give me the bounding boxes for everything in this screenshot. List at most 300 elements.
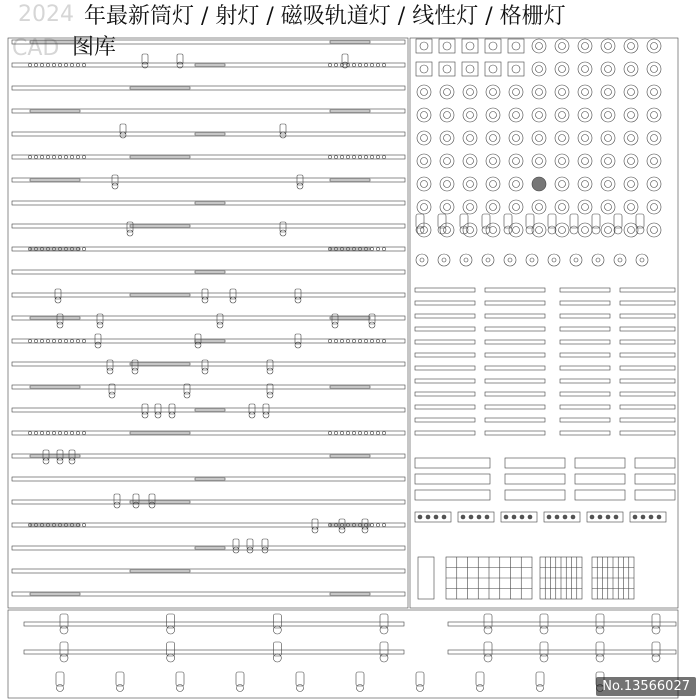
led-dot: [28, 155, 31, 158]
spotlight-lens: [57, 322, 63, 328]
hanging-spotlight-lens: [537, 685, 544, 692]
linear-light: [620, 366, 675, 370]
grille-led: [633, 515, 637, 519]
linear-light: [485, 353, 545, 357]
linear-panel: [635, 458, 675, 468]
spotlight-lens: [57, 458, 63, 464]
hanging-spotlight-lens: [57, 685, 64, 692]
linear-light: [560, 366, 610, 370]
led-dot: [82, 63, 85, 66]
downlight-inner: [513, 135, 520, 142]
led-dot: [46, 339, 49, 342]
pendant-inner: [530, 258, 534, 262]
spotlight-lens: [184, 392, 190, 398]
hanging-spotlight: [536, 672, 544, 686]
grille-led: [418, 515, 422, 519]
track-spotlight-lens: [504, 226, 512, 234]
downlight-inner: [651, 66, 658, 73]
linear-light: [415, 314, 475, 318]
downlight-outer: [486, 223, 500, 237]
downlight-outer: [440, 154, 454, 168]
downlight-inner: [490, 227, 497, 234]
led-dot: [382, 247, 385, 250]
downlight-inner: [444, 112, 451, 119]
grille-led: [547, 515, 551, 519]
hanging-spotlight: [176, 672, 184, 686]
led-segment: [195, 340, 225, 342]
downlight-square: [485, 62, 501, 76]
downlight-inner: [444, 89, 451, 96]
spotlight-lens: [267, 368, 273, 374]
downlight-outer: [624, 177, 638, 191]
downlight-outer: [532, 39, 546, 53]
led-dot: [370, 155, 373, 158]
downlight-inner: [536, 66, 543, 73]
grille-led: [657, 515, 661, 519]
grille-led: [590, 515, 594, 519]
bottom-spotlight-lens: [540, 654, 548, 662]
linear-light: [620, 379, 675, 383]
linear-light: [560, 418, 610, 422]
track-rail: [12, 132, 405, 136]
downlight-inner: [559, 112, 566, 119]
downlight-inner: [536, 158, 543, 165]
led-segment: [130, 432, 190, 434]
led-dot: [64, 339, 67, 342]
downlight-inner: [467, 204, 474, 211]
downlight-inner: [628, 112, 635, 119]
led-dot: [64, 63, 67, 66]
downlight-outer: [647, 200, 661, 214]
downlight-inner: [421, 158, 428, 165]
spotlight-lens: [132, 368, 138, 374]
spotlight-lens: [362, 527, 368, 533]
bottom-track-rail: [24, 650, 404, 654]
pendant-inner: [574, 258, 578, 262]
led-segment: [330, 179, 370, 181]
downlight-inner: [651, 158, 658, 165]
downlight-inner: [513, 227, 520, 234]
linear-light: [415, 288, 475, 292]
downlight-inner: [559, 43, 566, 50]
led-dot: [76, 431, 79, 434]
downlight-square: [485, 39, 501, 53]
led-dot: [58, 155, 61, 158]
downlight-outer: [555, 177, 569, 191]
hanging-spotlight-lens: [477, 685, 484, 692]
downlight-outer: [486, 200, 500, 214]
track-rail: [12, 477, 405, 481]
linear-light: [560, 314, 610, 318]
downlight-inner: [513, 158, 520, 165]
grille-led: [504, 515, 508, 519]
led-dot: [334, 63, 337, 66]
linear-light: [415, 366, 475, 370]
spotlight-lens: [69, 458, 75, 464]
linear-light: [415, 301, 475, 305]
spotlight-lens: [332, 322, 338, 328]
grille-led: [641, 515, 645, 519]
led-dot: [40, 339, 43, 342]
spotlight-lens: [217, 322, 223, 328]
led-segment: [30, 386, 80, 388]
led-dot: [82, 247, 85, 250]
year-watermark-text: 2024: [18, 2, 74, 27]
downlight-square: [508, 39, 524, 53]
downlight-lens: [420, 65, 428, 73]
led-segment: [330, 317, 370, 319]
spotlight-lens: [109, 392, 115, 398]
downlight-outer: [417, 131, 431, 145]
downlight-inner: [559, 204, 566, 211]
downlight-outer: [601, 177, 615, 191]
downlight-square: [416, 62, 432, 76]
track-rail: [12, 316, 405, 320]
led-dot: [70, 339, 73, 342]
downlight-lens: [466, 65, 474, 73]
downlight-outer: [624, 131, 638, 145]
downlight-inner: [628, 204, 635, 211]
led-dot: [352, 63, 355, 66]
downlight-outer: [601, 62, 615, 76]
led-segment: [130, 225, 190, 227]
downlight-outer: [440, 108, 454, 122]
downlight-inner: [467, 112, 474, 119]
downlight-inner: [582, 43, 589, 50]
downlight-outer: [601, 39, 615, 53]
downlight-inner: [490, 181, 497, 188]
led-dot: [376, 63, 379, 66]
downlight-inner: [582, 204, 589, 211]
linear-panel: [635, 490, 675, 500]
led-dot: [364, 339, 367, 342]
led-dot: [376, 523, 379, 526]
linear-panel: [415, 474, 490, 484]
pendant-outer: [416, 254, 428, 266]
linear-light: [620, 431, 675, 435]
led-segment: [330, 41, 370, 43]
linear-light: [560, 392, 610, 396]
downlight-inner: [421, 181, 428, 188]
spotlight-lens: [263, 412, 269, 418]
downlight-outer: [601, 154, 615, 168]
spotlight-lens: [43, 458, 49, 464]
hanging-spotlight: [356, 672, 364, 686]
downlight-inner: [559, 135, 566, 142]
linear-light: [485, 405, 545, 409]
downlight-outer: [417, 85, 431, 99]
track-rail: [12, 178, 405, 182]
downlight-inner: [605, 112, 612, 119]
bottom-spotlight-lens: [380, 654, 388, 662]
led-dot: [382, 63, 385, 66]
led-dot: [382, 155, 385, 158]
track-rail: [12, 500, 405, 504]
hanging-spotlight-lens: [417, 685, 424, 692]
downlight-outer: [647, 131, 661, 145]
downlight-inner: [628, 89, 635, 96]
hanging-spotlight-lens: [297, 685, 304, 692]
downlight-outer: [463, 223, 477, 237]
linear-light: [485, 392, 545, 396]
downlight-inner: [628, 181, 635, 188]
downlight-lens: [420, 42, 428, 50]
led-dot: [358, 431, 361, 434]
spotlight-lens: [155, 412, 161, 418]
pendant-outer: [636, 254, 648, 266]
led-segment: [30, 455, 80, 457]
led-dot: [28, 431, 31, 434]
downlight-inner: [582, 66, 589, 73]
downlight-outer: [601, 108, 615, 122]
image-id-badge: No.13566027: [596, 677, 696, 696]
downlight-inner: [605, 43, 612, 50]
led-dot: [82, 155, 85, 158]
linear-light: [620, 418, 675, 422]
led-dot: [82, 523, 85, 526]
led-dot: [382, 431, 385, 434]
downlight-outer: [417, 200, 431, 214]
led-dot: [340, 431, 343, 434]
bottom-spotlight-lens: [60, 654, 68, 662]
downlight-inner: [467, 181, 474, 188]
downlight-outer: [463, 177, 477, 191]
left-panel-frame: [8, 38, 408, 608]
grille-led: [434, 515, 438, 519]
pendant-inner: [640, 258, 644, 262]
pendant-outer: [526, 254, 538, 266]
bottom-spotlight-lens: [484, 654, 492, 662]
downlight-outer: [555, 85, 569, 99]
led-dot: [346, 431, 349, 434]
downlight-inner: [536, 89, 543, 96]
pendant-outer: [504, 254, 516, 266]
led-dot: [58, 431, 61, 434]
grille-led: [520, 515, 524, 519]
page-title: 年最新筒灯 / 射灯 / 磁吸轨道灯 / 线性灯 / 格栅灯: [84, 4, 566, 29]
downlight-inner: [421, 89, 428, 96]
downlight-outer: [532, 200, 546, 214]
downlight-inner: [467, 158, 474, 165]
downlight-outer: [532, 62, 546, 76]
linear-light: [415, 327, 475, 331]
led-segment: [30, 317, 80, 319]
bottom-spotlight-lens: [167, 626, 175, 634]
led-dot: [376, 155, 379, 158]
downlight-outer: [532, 154, 546, 168]
led-dot: [76, 155, 79, 158]
led-segment: [30, 593, 80, 595]
linear-light: [415, 405, 475, 409]
downlight-lens: [512, 42, 520, 50]
bottom-track-rail: [448, 650, 676, 654]
downlight-lens: [443, 42, 451, 50]
spotlight-lens: [369, 322, 375, 328]
bottom-spotlight-lens: [596, 626, 604, 634]
led-dot: [382, 339, 385, 342]
spotlight-lens: [295, 297, 301, 303]
downlight-outer: [647, 85, 661, 99]
led-dot: [46, 63, 49, 66]
downlight-inner: [582, 181, 589, 188]
linear-panel: [575, 490, 625, 500]
downlight-lens: [466, 42, 474, 50]
downlight-inner: [582, 89, 589, 96]
linear-light: [620, 301, 675, 305]
led-dot: [340, 155, 343, 158]
led-dot: [28, 63, 31, 66]
linear-light: [415, 379, 475, 383]
downlight-outer: [440, 131, 454, 145]
downlight-inner: [651, 89, 658, 96]
downlight-inner: [628, 158, 635, 165]
led-segment: [195, 547, 225, 549]
track-rail: [12, 293, 405, 297]
downlight-inner: [467, 135, 474, 142]
downlight-outer: [555, 200, 569, 214]
downlight-outer: [509, 85, 523, 99]
track-rail: [12, 201, 405, 205]
linear-panel: [505, 490, 565, 500]
led-segment: [195, 409, 225, 411]
downlight-inner: [582, 135, 589, 142]
downlight-inner: [651, 227, 658, 234]
downlight-outer: [624, 39, 638, 53]
led-dot: [376, 247, 379, 250]
grille-led: [485, 515, 489, 519]
downlight-outer: [578, 131, 592, 145]
downlight-inner: [421, 135, 428, 142]
led-dot: [328, 155, 331, 158]
pendant-outer: [614, 254, 626, 266]
grille-led: [555, 515, 559, 519]
linear-light: [620, 314, 675, 318]
led-dot: [40, 155, 43, 158]
led-segment: [195, 271, 225, 273]
led-dot: [370, 523, 373, 526]
downlight-inner: [536, 112, 543, 119]
led-dot: [352, 339, 355, 342]
downlight-outer: [463, 108, 477, 122]
led-dot: [364, 155, 367, 158]
track-spotlight-lens: [570, 226, 578, 234]
linear-panel: [415, 458, 490, 468]
led-dot: [376, 339, 379, 342]
downlight-inner: [490, 204, 497, 211]
led-dot: [40, 431, 43, 434]
grille-led: [426, 515, 430, 519]
led-dot: [46, 155, 49, 158]
downlight-lens: [489, 42, 497, 50]
hanging-spotlight: [296, 672, 304, 686]
page-title-line2: 图库: [72, 35, 117, 60]
led-dot: [58, 339, 61, 342]
grille-led: [606, 515, 610, 519]
track-spotlight-lens: [592, 226, 600, 234]
linear-light: [560, 379, 610, 383]
downlight-inner: [559, 181, 566, 188]
led-dot: [370, 339, 373, 342]
downlight-outer: [601, 85, 615, 99]
bottom-spotlight-lens: [60, 626, 68, 634]
hanging-spotlight: [416, 672, 424, 686]
led-dot: [46, 431, 49, 434]
downlight-inner: [536, 227, 543, 234]
grille-led: [649, 515, 653, 519]
spotlight-lens: [249, 412, 255, 418]
downlight-outer: [624, 154, 638, 168]
downlight-outer: [532, 85, 546, 99]
linear-light: [485, 340, 545, 344]
linear-light: [485, 431, 545, 435]
downlight-inner: [513, 204, 520, 211]
bottom-spotlight-lens: [167, 654, 175, 662]
linear-panel: [575, 474, 625, 484]
hanging-spotlight-lens: [117, 685, 124, 692]
pendant-inner: [442, 258, 446, 262]
spotlight-lens: [127, 230, 133, 236]
led-dot: [76, 63, 79, 66]
bottom-spotlight-lens: [273, 654, 281, 662]
downlight-outer: [486, 154, 500, 168]
downlight-inner: [605, 204, 612, 211]
led-dot: [40, 63, 43, 66]
downlight-inner: [651, 204, 658, 211]
downlight-inner: [490, 158, 497, 165]
grille-led: [598, 515, 602, 519]
led-dot: [52, 339, 55, 342]
downlight-outer: [532, 131, 546, 145]
pendant-inner: [552, 258, 556, 262]
led-segment: [130, 156, 190, 158]
grille-led: [563, 515, 567, 519]
downlight-outer: [440, 200, 454, 214]
downlight-filled: [532, 177, 546, 191]
spotlight-lens: [169, 412, 175, 418]
track-spotlight-lens: [636, 226, 644, 234]
led-dot: [370, 63, 373, 66]
led-segment: [130, 570, 190, 572]
linear-light: [560, 301, 610, 305]
hanging-spotlight-lens: [237, 685, 244, 692]
pendant-outer: [460, 254, 472, 266]
led-dot: [28, 339, 31, 342]
linear-panel: [575, 458, 625, 468]
grille-led: [461, 515, 465, 519]
linear-light: [620, 405, 675, 409]
led-segment: [330, 524, 370, 526]
downlight-outer: [486, 85, 500, 99]
linear-light: [415, 431, 475, 435]
downlight-outer: [555, 131, 569, 145]
pendant-outer: [438, 254, 450, 266]
downlight-inner: [559, 89, 566, 96]
downlight-outer: [578, 177, 592, 191]
led-dot: [334, 431, 337, 434]
linear-light: [415, 418, 475, 422]
downlight-lens: [512, 65, 520, 73]
led-segment: [330, 386, 370, 388]
downlight-inner: [490, 89, 497, 96]
bottom-spotlight-lens: [652, 626, 660, 634]
led-dot: [328, 63, 331, 66]
grille-led: [477, 515, 481, 519]
linear-light: [620, 340, 675, 344]
spotlight-lens: [114, 502, 120, 508]
bottom-track-rail: [448, 622, 676, 626]
right-panel-frame: [410, 38, 678, 608]
downlight-inner: [444, 204, 451, 211]
